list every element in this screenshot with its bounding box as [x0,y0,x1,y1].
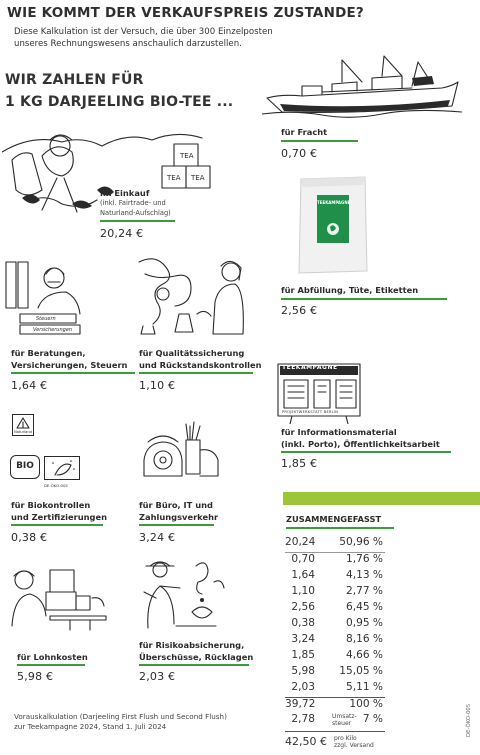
tea-bag-brand: TEEKAMPAGNE [317,200,351,205]
summary-tax-label-2: steuer [332,720,352,727]
page-title: WIE KOMMT DER VERKAUFSPREIS ZUSTANDE? [7,5,364,21]
cost-label-beratung-1: für Beratungen, [11,348,86,358]
summary-percent: 2,77 % [345,585,383,597]
summary-row [285,617,385,633]
summary-percent: 15,05 % [339,665,383,677]
computer-worker-illustration [10,566,110,636]
summary-row [285,649,385,665]
cost-label-buero-1: für Büro, IT und [139,500,213,510]
summary-percent: 1,76 % [345,553,383,565]
summary-amount: 2,56 [291,601,315,613]
office-supplies-illustration [140,420,220,482]
cost-underline-fracht [281,140,358,142]
summary-row [285,585,385,601]
naturland-logo [12,414,34,436]
summary-amount: 2,03 [291,681,315,693]
summary-row [285,536,385,552]
summary-amount: 1,64 [291,569,315,581]
summary-row [285,601,385,617]
summary-percent: 8,16 % [345,633,383,645]
summary-percent: 6,45 % [345,601,383,613]
cost-underline-beratung [11,372,135,374]
cost-price-lohn: 5,98 € [17,670,54,683]
summary-amount: 3,24 [291,633,315,645]
cost-label-bio-1: für Biokontrollen [11,500,91,510]
board-brand-label: TEEKAMPAGNE [282,364,338,371]
cost-label-info-1: für Informationsmaterial [281,427,397,437]
cost-underline-risiko [139,664,249,666]
summary-title-underline [286,527,394,529]
cost-underline-bio [11,524,103,526]
cost-underline-info [281,451,451,453]
summary-row [285,665,385,681]
board-sub-label: PROJEKTWERKSTATT BERLIN [282,410,339,414]
folder-steuern-label: Steuern [36,316,56,322]
cost-price-fracht: 0,70 € [281,147,318,160]
cost-label-risiko-1: für Risikoabsicherung, [139,640,245,650]
summary-total-row [285,698,385,714]
summary-percent: 4,66 % [345,649,383,661]
cost-label-risiko-2: Überschüsse, Rücklagen [139,652,254,662]
cost-price-einkauf: 20,24 € [100,227,144,240]
summary-final-note-2: zzgl. Versand [334,742,374,749]
cost-price-buero: 3,24 € [139,531,176,544]
cost-label-qualitaet-1: für Qualitätssicherung [139,348,245,358]
cost-underline-qualitaet [139,372,253,374]
summary-title: ZUSAMMENGEFASST [286,514,382,524]
cost-label-qualitaet-2: und Rückstandskontrollen [139,360,262,370]
footer-line-1: Vorauskalkulation (Darjeeling First Flush und Second Flush) [14,712,227,721]
summary-tax-percent: 7 % [362,713,383,725]
summary-percent: 4,13 % [345,569,383,581]
cost-underline-lohn [17,664,85,666]
tea-box-label-2: TEA [167,174,181,182]
cost-underline-abfuellung [281,298,447,300]
summary-amount: 20,24 [285,536,316,548]
summary-amount: 0,38 [291,617,315,629]
cost-price-bio: 0,38 € [11,531,48,544]
bio-siegel-logo: BIO [10,455,40,479]
cost-label-einkauf: im Einkauf [100,188,150,198]
summary-amount: 1,85 [291,649,315,661]
intro-text [14,26,314,50]
summary-final-note-1: pro Kilo [334,735,357,742]
cost-underline-buero [139,524,214,526]
tea-bag-illustration [297,175,369,275]
eu-organic-logo [44,456,80,480]
cost-label-fracht: für Fracht [281,127,328,137]
summary-percent: 5,11 % [345,681,383,693]
summary-percent: 0,95 % [345,617,383,629]
intro-line-2: unseres Rechnungswesens anschaulich darzustellen. [14,39,242,49]
summary-row [285,553,385,569]
cost-price-qualitaet: 1,10 € [139,379,176,392]
cost-price-info: 1,85 € [281,457,318,470]
cost-underline-einkauf [100,220,175,222]
summary-accent-bar [283,492,480,505]
summary-amount: 0,70 [291,553,315,565]
section-heading-line-1: WIR ZAHLEN FÜR [5,72,144,88]
summary-tax-label-1: Umsatz- [332,713,357,720]
cost-price-risiko: 2,03 € [139,670,176,683]
summary-amount: 1,10 [291,585,315,597]
cost-label-bio-2: und Zertifizierungen [11,512,108,522]
cost-label-buero-2: Zahlungsverkehr [139,512,219,522]
summary-tax-amount: 2,78 [291,713,315,725]
section-heading-line-2: 1 KG DARJEELING BIO-TEE ... [5,94,234,110]
naturland-label: Naturland [14,430,32,434]
cost-label-lohn: für Lohnkosten [17,652,88,662]
folder-versicherungen-label: Versicherungen [33,327,73,333]
summary-amount: 5,98 [291,665,315,677]
presentation-board-illustration [276,362,362,424]
risk-juggler-illustration [136,558,226,634]
cargo-ship-illustration [262,48,462,120]
intro-line-1: Diese Kalkulation ist der Versuch, die über 300 Einzelposten [14,27,273,37]
summary-total-percent: 100 % [349,698,383,710]
cost-sub-einkauf-2: Naturland-Aufschlag) [100,209,171,217]
cost-label-beratung-2: Versicherungen, Steuern [11,360,128,370]
summary-row [285,681,385,697]
summary-final-divider [285,731,385,732]
cost-label-info-2: (inkl. Porto), Öffentlichkeitsarbeit [281,439,440,449]
eu-code-label: DE-ÖKO-005 [44,483,68,488]
summary-final-amount: 42,50 € [285,735,327,748]
footer-line-2: zur Teekampagne 2024, Stand 1. Juli 2024 [14,722,167,731]
summary-row [285,633,385,649]
cost-price-abfuellung: 2,56 € [281,304,318,317]
footer-note [14,712,227,732]
cost-label-abfuellung: für Abfüllung, Tüte, Etiketten [281,285,419,295]
laboratory-illustration [135,254,245,336]
summary-row [285,569,385,585]
section-heading [5,69,233,113]
summary-percent: 50,96 % [339,536,383,548]
tea-box-label: TEA [180,152,194,160]
cost-sub-einkauf-1: (inkl. Fairtrade- und [100,199,166,207]
cost-price-beratung: 1,64 € [11,379,48,392]
summary-total-amount: 39,72 [285,698,316,710]
side-code: DE-ÖKO-005 [466,703,472,737]
tea-box-label-3: TEA [191,174,205,182]
